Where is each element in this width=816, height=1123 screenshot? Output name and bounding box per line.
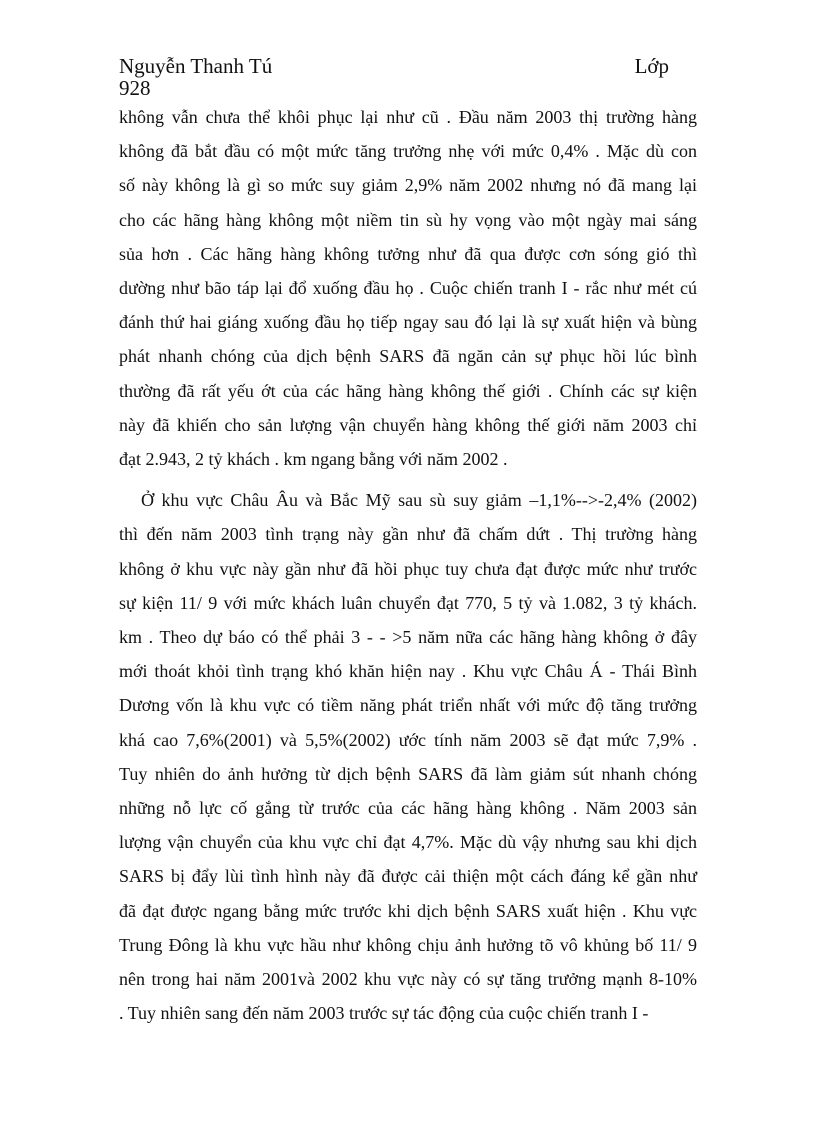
paragraph-end-line: đạt 2.943, 2 tỷ khách . km ngang bằng với năm 2002 . xyxy=(119,449,508,470)
text-line: km . Theo dự báo có thể phải 3 - - >5 năm nữa các hãng hàng không ở đây xyxy=(119,627,697,648)
text-line: đánh thứ hai giáng xuống đầu họ tiếp ngay sau đó lại là sự xuất hiện và bùng xyxy=(119,312,697,333)
document-body xyxy=(119,100,697,1030)
text-line: . Tuy nhiên sang đến năm 2003 trước sự tác động của cuộc chiến tranh I - xyxy=(119,1003,649,1024)
text-line: này đã khiến cho sản lượng vận chuyển hàng không thế giới năm 2003 chỉ xyxy=(119,414,697,435)
text-line: phát nhanh chóng của dịch bệnh SARS đã ngăn cản sự phục hồi lúc bình xyxy=(119,346,697,367)
text-line: Tuy nhiên do ảnh hưởng từ dịch bệnh SARS đã làm giảm sút nhanh chóng xyxy=(119,763,697,784)
author-name: Nguyễn Thanh Tú xyxy=(119,54,273,78)
text-line: cho các hãng hàng không một niềm tin sù hy vọng vào một ngày mai sáng xyxy=(119,209,697,230)
text-line: số này không là gì so mức suy giảm 2,9% năm 2002 nhưng nó đã mang lại xyxy=(119,175,697,196)
text-line: nên trong hai năm 2001và 2002 khu vực này có sự tăng trưởng mạnh 8-10% xyxy=(119,969,697,990)
page-header xyxy=(119,53,679,101)
text-line: SARS bị đẩy lùi tình hình này đã được cải thiện một cách đáng kể gần như xyxy=(119,866,697,887)
text-line: những nỗ lực cố gắng từ trước của các hãng hàng không . Năm 2003 sản xyxy=(119,798,697,819)
text-line: đã đạt được ngang bằng mức trước khi dịch bệnh SARS xuất hiện . Khu vực xyxy=(119,900,697,921)
text-line: sự kiện 11/ 9 với mức khách luân chuyển đạt 770, 5 tỷ và 1.082, 3 tỷ khách. xyxy=(119,592,697,613)
class-label: Lớp xyxy=(634,54,669,78)
text-line: không ở khu vực này gần như đã hồi phục tuy chưa đạt được mức như trước xyxy=(119,558,697,579)
text-line: không vẫn chưa thể khôi phục lại như cũ . Đầu năm 2003 thị trường hàng xyxy=(119,107,697,127)
text-line: mới thoát khỏi tình trạng khó khăn hiện nay . Khu vực Châu Á - Thái Bình xyxy=(119,661,697,682)
class-number: 928 xyxy=(119,76,151,100)
text-line: khá cao 7,6%(2001) và 5,5%(2002) ước tính năm 2003 sẽ đạt mức 7,9% . xyxy=(119,729,697,750)
paragraph-start-line: Ở khu vực Châu Âu và Bắc Mỹ sau sù suy giảm –1,1%-->-2,4% (2002) xyxy=(141,490,697,511)
text-line: thường đã rất yếu ớt của các hãng hàng không thế giới . Chính các sự kiện xyxy=(119,380,697,401)
text-line: Trung Đông là khu vực hầu như không chịu ảnh hưởng tõ vô khủng bố 11/ 9 xyxy=(119,934,697,955)
text-line: không đã bắt đầu có một mức tăng trưởng nhẹ với mức 0,4% . Mặc dù con xyxy=(119,141,697,162)
text-line: Dương vốn là khu vực có tiềm năng phát triển nhất với mức độ tăng trưởng xyxy=(119,695,697,716)
text-line: dường như bão táp lại đổ xuống đầu họ . Cuộc chiến tranh I - rắc như mét cú xyxy=(119,278,697,299)
text-line: sủa hơn . Các hãng hàng không tưởng như đã qua được cơn sóng gió thì xyxy=(119,243,697,264)
text-line: lượng vận chuyển của khu vực chỉ đạt 4,7%. Mặc dù vậy nhưng sau khi dịch xyxy=(119,832,697,853)
text-line: thì đến năm 2003 tình trạng này gần như đã chấm dứt . Thị trường hàng xyxy=(119,524,697,545)
